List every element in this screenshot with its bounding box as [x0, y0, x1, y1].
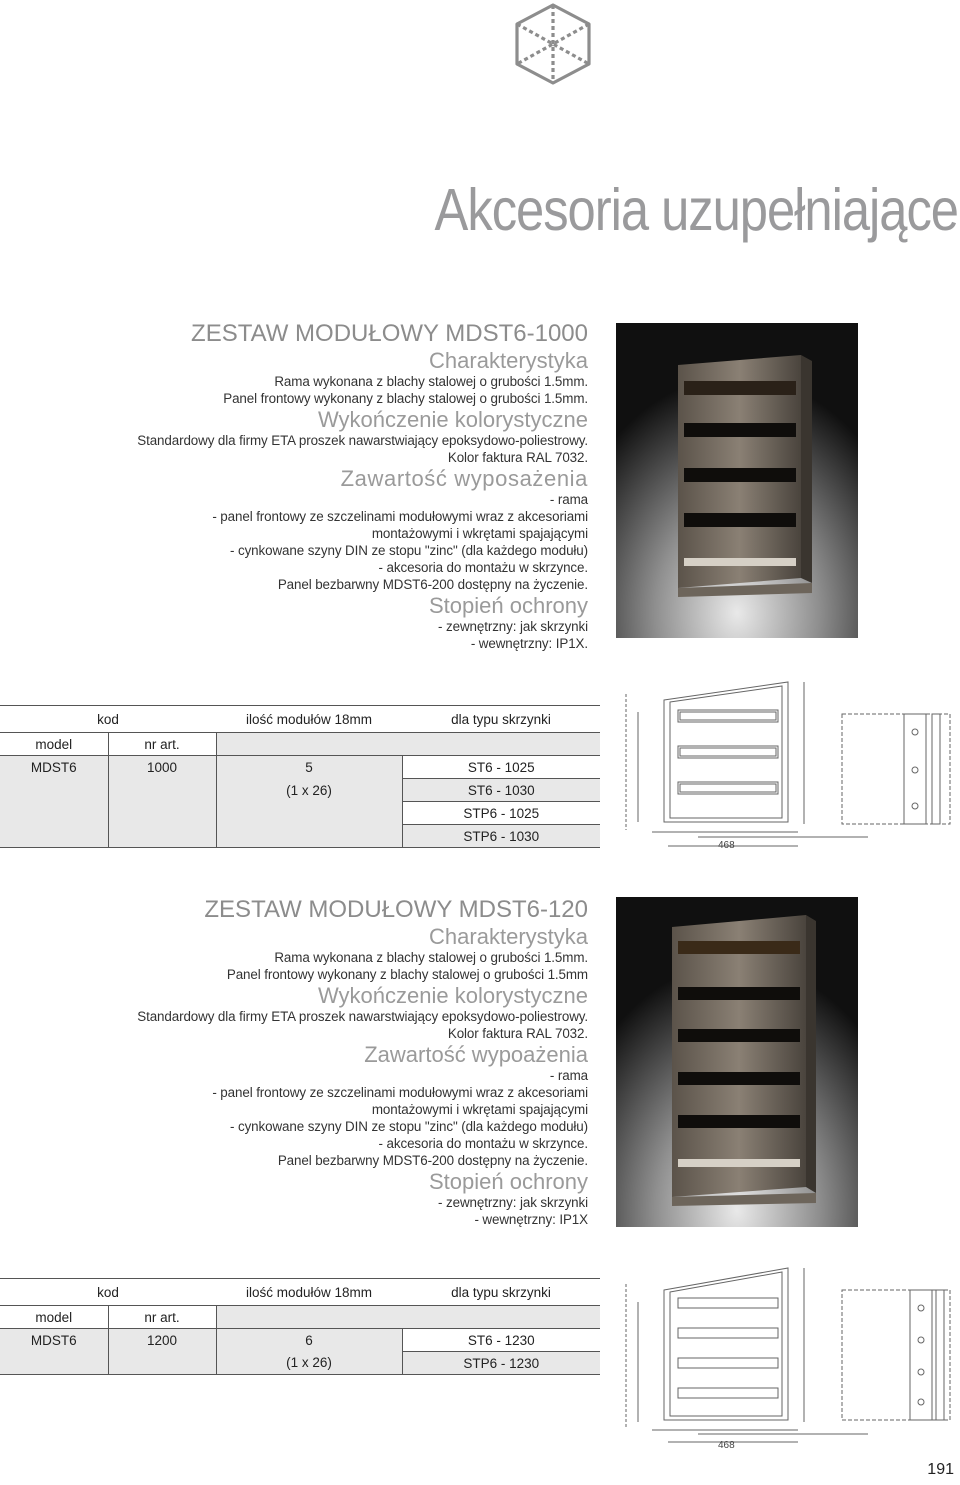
cell-modules-sub: (1 x 26): [216, 1352, 402, 1375]
finish-heading: Wykończenie kolorystyczne: [317, 983, 588, 1008]
protection-heading: Stopień ochrony: [429, 593, 588, 618]
col-header-box-type: dla typu skrzynki: [451, 1284, 551, 1300]
cell-model: MDST6: [0, 756, 108, 779]
cell-box-type: ST6 - 1030: [402, 779, 600, 802]
page-number: 191: [927, 1461, 954, 1478]
product-description-2: [68, 896, 588, 1228]
contents-heading: Zawartość wyposażenia: [340, 466, 588, 491]
table-row: [0, 756, 600, 779]
cell-modules: 5: [216, 756, 402, 779]
text-line: - wewnętrzny: IP1X.: [470, 636, 588, 651]
text-line: - akcesoria do montażu w skrzynce.: [378, 560, 588, 575]
product-photo-1: [616, 323, 858, 638]
technical-drawing-1: [618, 672, 958, 862]
text-line: - wewnętrzny: IP1X: [474, 1212, 588, 1227]
cell-model: MDST6: [0, 1329, 108, 1352]
text-line: Panel frontowy wykonany z blachy stalowej o grubości 1.5mm: [226, 967, 588, 982]
col-header-modules: ilość modułów 18mm: [245, 1284, 373, 1300]
cell-art: 1200: [108, 1329, 216, 1352]
cell-modules-sub: (1 x 26): [216, 779, 402, 802]
product-description-1: [68, 320, 588, 652]
dimension-label: 468: [718, 840, 735, 851]
product-photo-2: [616, 897, 858, 1227]
protection-heading: Stopień ochrony: [429, 1169, 588, 1194]
text-line: Standardowy dla firmy ETA proszek nawarstwiający epoksydowo-poliestrowy.: [137, 1009, 588, 1024]
cell-box-type: STP6 - 1025: [402, 802, 600, 825]
technical-drawing-2: [618, 1262, 958, 1457]
text-line: - rama: [549, 492, 588, 507]
dimension-label: 468: [718, 1440, 735, 1451]
characteristics-heading: Charakterystyka: [429, 924, 588, 949]
col-header-box-type: dla typu skrzynki: [451, 711, 551, 727]
text-line: - zewnętrzny: jak skrzynki: [438, 1195, 588, 1210]
table-row: [0, 1329, 600, 1352]
text-line: Panel frontowy wykonany z blachy stalowej o grubości 1.5mm.: [223, 391, 588, 406]
text-line: - rama: [549, 1068, 588, 1083]
col-header-model: model: [0, 733, 108, 756]
text-line: Panel bezbarwny MDST6-200 dostępny na życzenie.: [277, 1153, 588, 1168]
cell-modules: 6: [216, 1329, 402, 1352]
text-line: montażowymi i wkrętami spajającymi: [371, 526, 588, 541]
text-line: Kolor faktura RAL 7032.: [447, 1026, 588, 1041]
col-header-kod: kod: [97, 1284, 119, 1300]
product-table-1: [0, 705, 600, 848]
cell-box-type: STP6 - 1030: [463, 828, 540, 844]
text-line: montażowymi i wkrętami spajającymi: [371, 1102, 588, 1117]
product-title: ZESTAW MODUŁOWY MDST6-1000: [191, 320, 588, 347]
cube-wireframe-icon: [514, 2, 592, 86]
cell-art: 1000: [108, 756, 216, 779]
text-line: Rama wykonana z blachy stalowej o grubości 1.5mm.: [274, 950, 588, 965]
text-line: - cynkowane szyny DIN ze stopu "zinc" (dla każdego modułu): [230, 1119, 588, 1134]
col-header-art: nr art.: [108, 1306, 216, 1329]
finish-heading: Wykończenie kolorystyczne: [317, 407, 588, 432]
text-line: Standardowy dla firmy ETA proszek nawarstwiający epoksydowo-poliestrowy.: [137, 433, 588, 448]
text-line: - panel frontowy ze szczelinami modułowymi wraz z akcesoriami: [212, 509, 588, 524]
col-header-kod: kod: [97, 711, 119, 727]
text-line: - panel frontowy ze szczelinami modułowymi wraz z akcesoriami: [212, 1085, 588, 1100]
text-line: Panel bezbarwny MDST6-200 dostępny na życzenie.: [277, 577, 588, 592]
text-line: - zewnętrzny: jak skrzynki: [438, 619, 588, 634]
contents-heading: Zawartość wypoażenia: [364, 1042, 588, 1067]
cell-box-type: STP6 - 1230: [463, 1355, 540, 1371]
product-title: ZESTAW MODUŁOWY MDST6-120: [204, 896, 588, 923]
characteristics-heading: Charakterystyka: [429, 348, 588, 373]
text-line: - cynkowane szyny DIN ze stopu "zinc" (dla każdego modułu): [230, 543, 588, 558]
cell-box-type: ST6 - 1230: [402, 1329, 600, 1352]
col-header-modules: ilość modułów 18mm: [245, 711, 373, 727]
product-table-2: [0, 1278, 600, 1375]
text-line: Kolor faktura RAL 7032.: [447, 450, 588, 465]
col-header-model: model: [0, 1306, 108, 1329]
col-header-art: nr art.: [108, 733, 216, 756]
text-line: - akcesoria do montażu w skrzynce.: [378, 1136, 588, 1151]
cell-box-type: ST6 - 1025: [402, 756, 600, 779]
page-title: Akcesoria uzupełniające: [434, 177, 958, 243]
text-line: Rama wykonana z blachy stalowej o grubości 1.5mm.: [274, 374, 588, 389]
